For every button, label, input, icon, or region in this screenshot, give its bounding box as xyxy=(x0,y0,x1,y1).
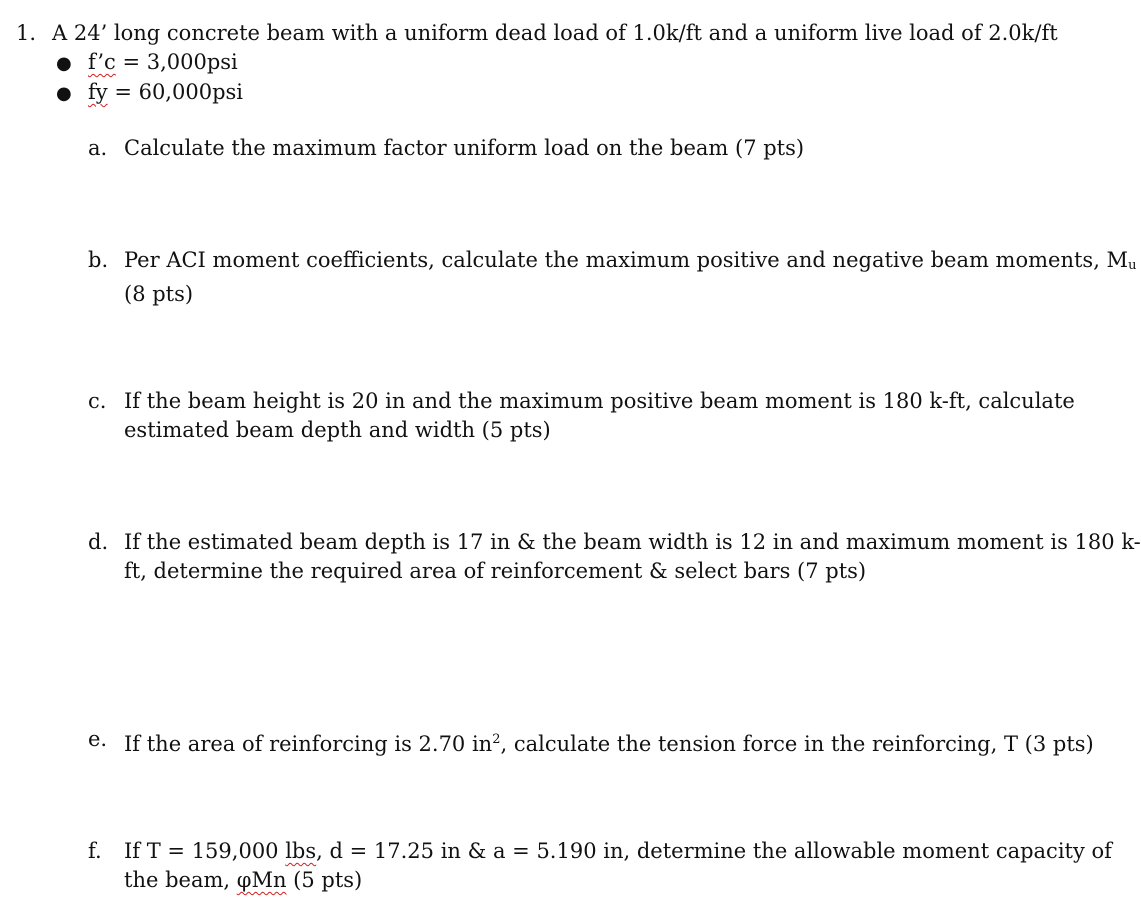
part-b-points: (8 pts) xyxy=(124,282,194,306)
part-d-line-2: ft, determine the required area of reinforcement & select bars (7 pts) xyxy=(124,559,867,583)
part-b-subscript: u xyxy=(1128,258,1137,273)
part-a-text: Calculate the maximum factor uniform load on the beam (7 pts) xyxy=(124,136,805,160)
part-e-text xyxy=(124,725,1099,759)
part-f-line-2-start: the beam, xyxy=(124,868,237,892)
given-fc xyxy=(88,48,238,77)
given-fy-symbol: fy xyxy=(88,80,108,104)
part-e-label: e. xyxy=(88,727,108,751)
part-f-line-2-end: (5 pts) xyxy=(286,868,363,892)
part-c-label: c. xyxy=(88,389,107,413)
part-d-line-1: If the estimated beam depth is 17 in & the beam width is 12 in and maximum moment is 180 k- xyxy=(124,530,1141,554)
part-e-text-rest: , calculate the tension force in the reinforcing, T (3 pts) xyxy=(500,732,1094,756)
part-b-text xyxy=(124,246,1137,309)
given-fc-value: = 3,000psi xyxy=(115,50,238,74)
bullet-icon: ● xyxy=(56,53,72,74)
given-fc-symbol: f’c xyxy=(88,50,116,74)
part-d-text xyxy=(124,528,1141,586)
part-c-line-2: estimated beam depth and width (5 pts) xyxy=(124,418,551,442)
part-a-label: a. xyxy=(88,136,108,160)
part-f-phi-mn: φMn xyxy=(236,868,287,892)
part-f-line-1-start: If T = 159,000 xyxy=(124,839,286,863)
question-text: A 24’ long concrete beam with a uniform dead load of 1.0k/ft and a uniform live load of 2.0k/ft xyxy=(52,21,1058,45)
part-b-label: b. xyxy=(88,248,109,272)
part-f-line-1-end: , d = 17.25 in & a = 5.190 in, determine the allowable moment capacity of xyxy=(316,839,1112,863)
part-c-line-1: If the beam height is 20 in and the maximum positive beam moment is 180 k-ft, calculate xyxy=(124,389,1075,413)
part-e-text-main: If the area of reinforcing is 2.70 in xyxy=(124,732,493,756)
part-b-text-main: Per ACI moment coefficients, calculate the maximum positive and negative beam moments, M xyxy=(124,248,1129,272)
bullet-icon: ● xyxy=(56,83,72,104)
part-e-superscript: 2 xyxy=(492,732,501,747)
part-f-lbs-unit: lbs xyxy=(285,839,317,863)
part-c-text xyxy=(124,387,1099,445)
given-fy xyxy=(88,78,243,107)
part-f-line-1 xyxy=(124,837,1112,866)
part-d-label: d. xyxy=(88,530,109,554)
part-f-text xyxy=(124,837,1112,895)
given-fy-value: = 60,000psi xyxy=(107,80,244,104)
part-f-line-2 xyxy=(124,866,1099,895)
question-number: 1. xyxy=(16,21,37,45)
part-f-label: f. xyxy=(88,839,102,863)
